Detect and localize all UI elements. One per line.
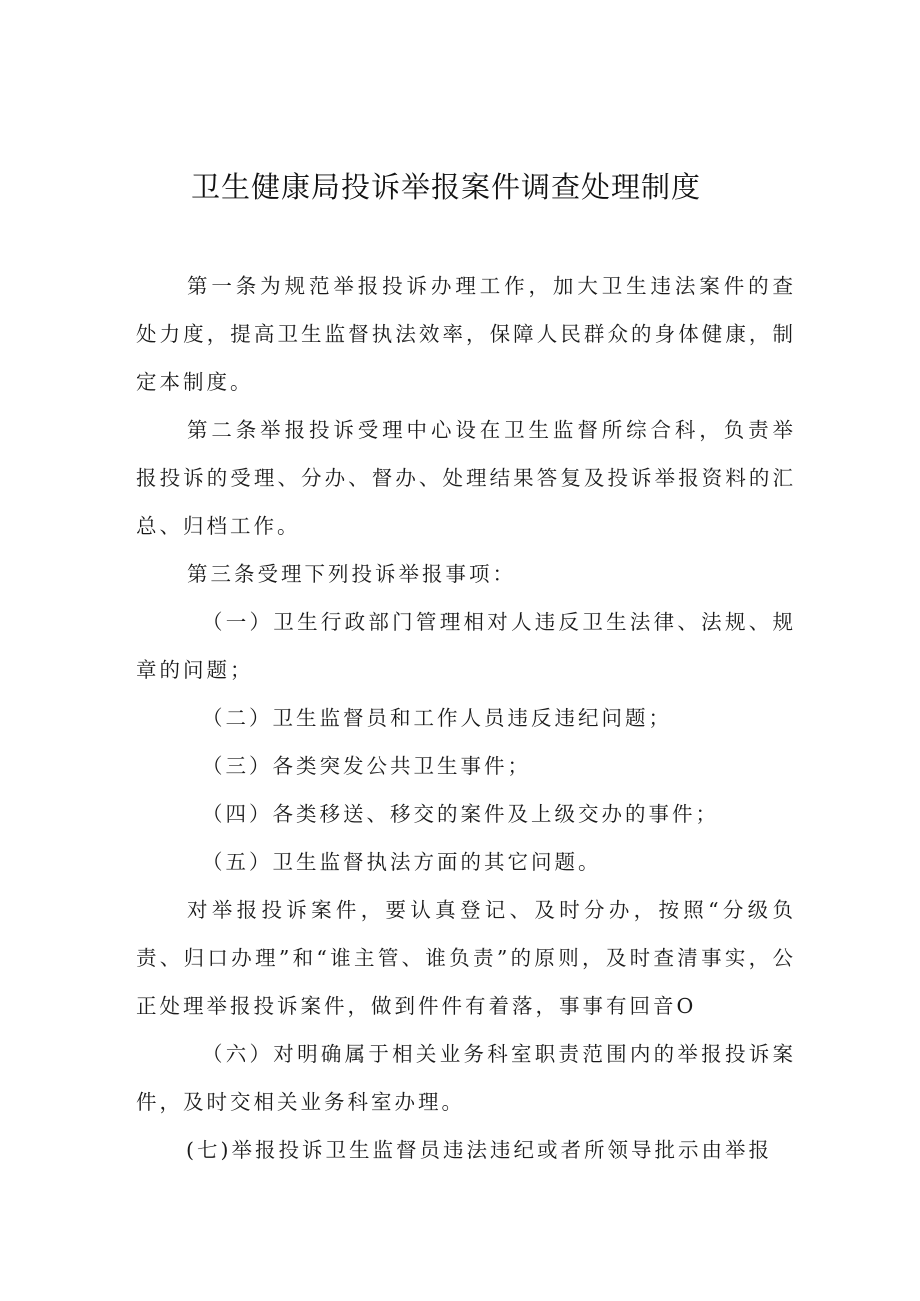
list-item-3: （三）各类突发公共卫生事件； — [202, 754, 531, 778]
list-item-6: （六）对明确属于相关业务科室职责范围内的举报投诉案件，及时交相关业务科室办理。 — [136, 1042, 796, 1114]
list-item-7: (七)举报投诉卫生监督员违法违纪或者所领导批示由举报 — [186, 1138, 772, 1162]
paragraph-handling-principle: 对举报投诉案件，要认真登记、及时分办，按照“分级负责、归口办理”和“谁主管、谁负责”的原则，及时查清事实，公正处理举报投诉案件，做到件件有着落，事事有回音O — [136, 898, 796, 1018]
list-item-1: （一）卫生行政部门管理相对人违反卫生法律、法规、规章的问题； — [136, 610, 796, 682]
paragraph-article-1: 第一条为规范举报投诉办理工作，加大卫生违法案件的查处力度，提高卫生监督执法效率，保障人民群众的身体健康，制定本制度。 — [136, 274, 796, 394]
list-item-5: （五）卫生监督执法方面的其它问题。 — [202, 850, 602, 874]
list-item-2: （二）卫生监督员和工作人员违反违纪问题； — [202, 706, 672, 730]
list-item-4: （四）各类移送、移交的案件及上级交办的事件； — [202, 802, 719, 826]
document-title: 卫生健康局投诉举报案件调查处理制度 — [190, 170, 701, 204]
document-body — [136, 262, 796, 1174]
paragraph-article-2: 第二条举报投诉受理中心设在卫生监督所综合科，负责举报投诉的受理、分办、督办、处理结果答复及投诉举报资料的汇总、归档工作。 — [136, 418, 796, 538]
paragraph-article-3: 第三条受理下列投诉举报事项： — [187, 562, 516, 586]
